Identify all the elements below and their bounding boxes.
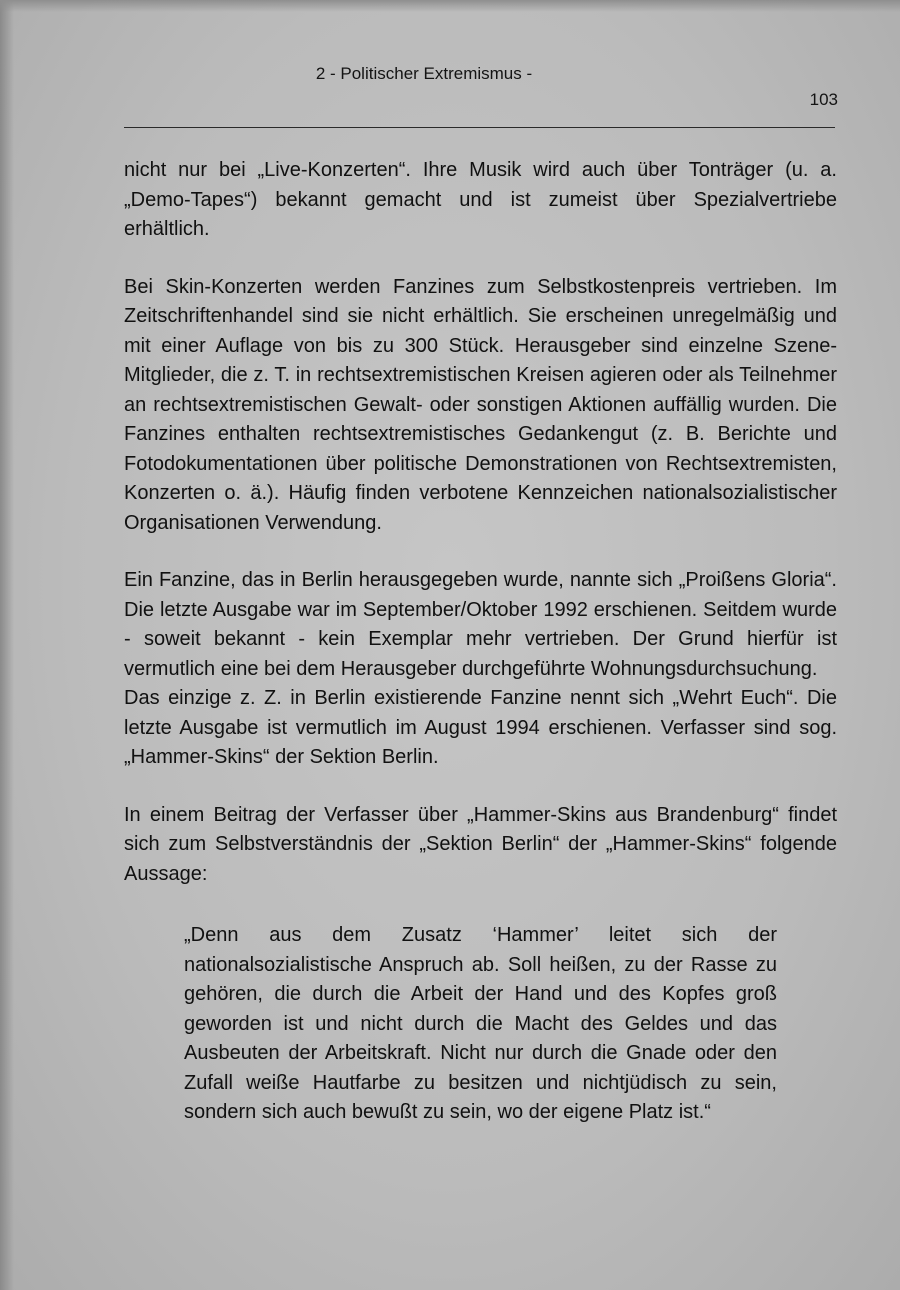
running-header: 2 - Politischer Extremismus - xyxy=(315,64,533,83)
paragraph-3: Ein Fanzine, das in Berlin herausgegeben wurde, nannte sich „Proißens Gloria“. Die letzte Ausgabe war im September/Oktober 1992 erschienen. Seitdem wurde - soweit bekannt - kein Exemplar mehr vertrieben. Der Grund hierfür ist vermutlich eine bei dem Herausgeber durchgeführte Wohnungsdurchsuchung. xyxy=(124,569,837,680)
paragraph-4: Das einzige z. Z. in Berlin existierende Fanzine nennt sich „Wehrt Euch“. Die letzte Ausgabe ist vermutlich im August 1994 erschienen. Verfasser sind sog. „Hammer-Skins“ der Sektion Berlin. xyxy=(124,687,837,768)
paragraph-5: In einem Beitrag der Verfasser über „Hammer-Skins aus Brandenburg“ findet sich zum Selbstverständnis der „Sektion Berlin“ der „Hammer-Skins“ folgende Aussage: xyxy=(124,803,837,885)
body-text xyxy=(124,156,837,1128)
page-number: 103 xyxy=(809,90,838,109)
page-shadow-left xyxy=(0,0,14,1290)
header-rule xyxy=(124,127,835,128)
block-quote: „Denn aus dem Zusatz ‘Hammer’ leitet sich der nationalsozialistische Anspruch ab. Soll heißen, zu der Rasse zu gehören, die durch die Arbeit der Hand und des Kopfes groß geworden ist und nicht durch die Macht des Geldes und das Ausbeuten der Arbeitskraft. Nicht nur durch die Gnade oder den Zufall weiße Hautfarbe zu besitzen und nichtjüdisch zu sein, sondern sich auch bewußt zu sein, wo der eigene Platz ist.“ xyxy=(184,924,777,1123)
paragraph-2: Bei Skin-Konzerten werden Fanzines zum Selbstkostenpreis vertrieben. Im Zeitschriftenhandel sind sie nicht erhältlich. Sie erscheinen unregelmäßig und mit einer Auflage von bis zu 300 Stück. Herausgeber sind einzelne Szene-Mitglieder, die z. T. in rechtsextremistischen Kreisen agieren oder als Teilnehmer an rechtsextremistischen Gewalt- oder sonstigen Aktionen auffällig wurden. Die Fanzines enthalten rechtsextremistisches Gedankengut (z. B. Berichte und Fotodokumentationen über politische Demonstrationen von Rechtsextremisten, Konzerten o. ä.). Häufig finden verbotene Kennzeichen nationalsozialistischer Organisationen Verwendung. xyxy=(124,275,837,534)
paragraph-1: nicht nur bei „Live-Konzerten“. Ihre Musik wird auch über Tonträger (u. a. „Demo-Tapes“) bekannt gemacht und ist zumeist über Spezialvertriebe erhältlich. xyxy=(124,159,837,240)
page-shadow-top xyxy=(0,0,900,12)
